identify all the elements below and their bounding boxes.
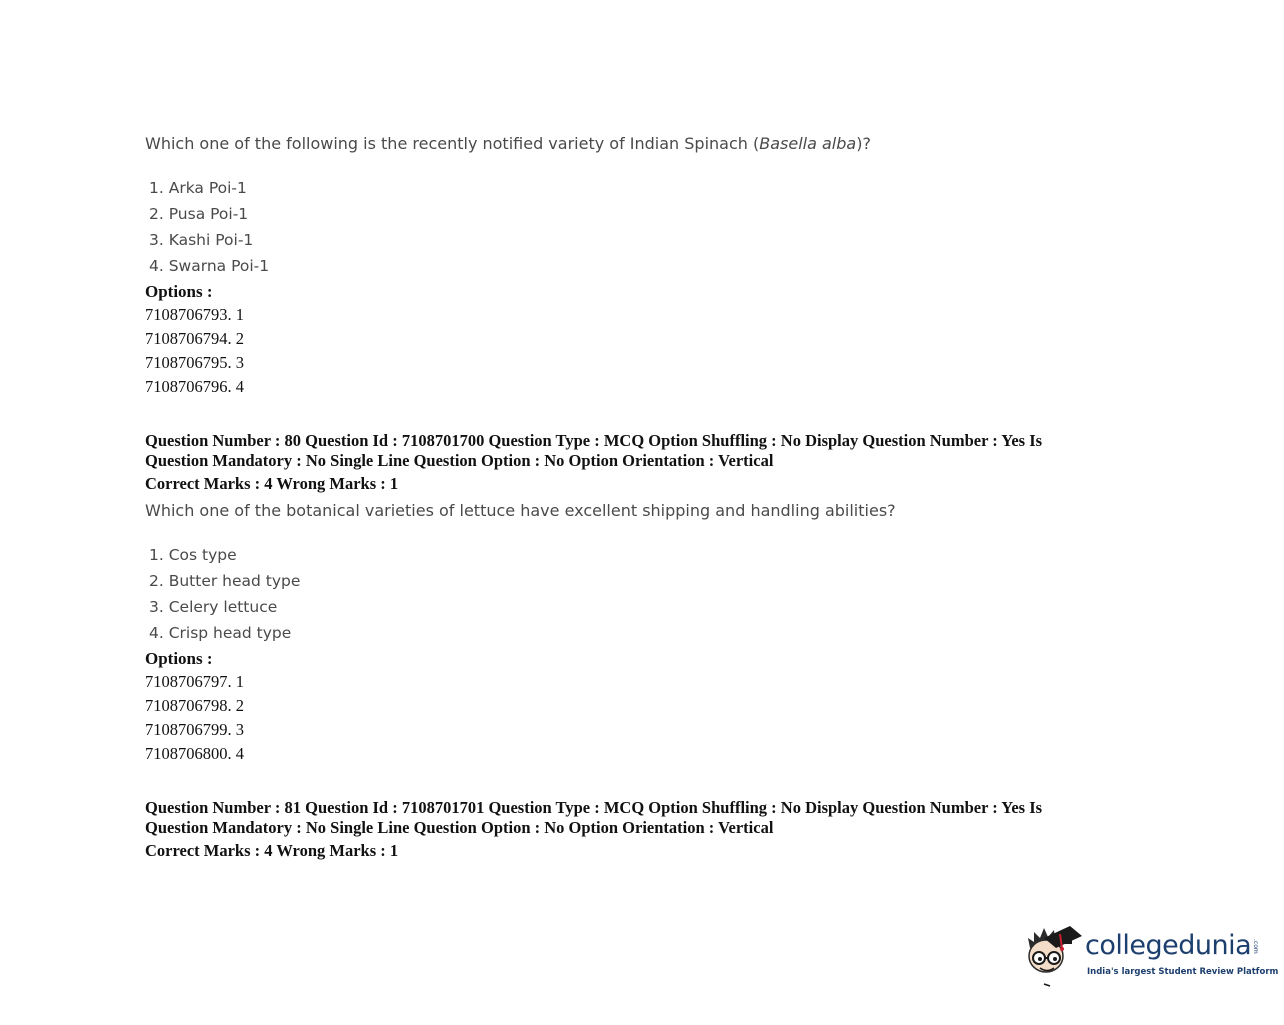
choice-item: 1. Cos type (149, 546, 237, 564)
metadata-line: Question Number : 80 Question Id : 7108701700 Question Type : MCQ Option Shuffling : No Display Question Number : Yes Is (145, 431, 1043, 450)
choice-item: 3. Celery lettuce (149, 598, 278, 616)
question-79-option-ids (145, 303, 244, 399)
option-id: 7108706797. 1 (145, 672, 244, 691)
collegedunia-logo (1022, 918, 1279, 990)
logo-tagline: India's largest Student Review Platform (1087, 967, 1279, 977)
question-79-text-end: )? (856, 134, 871, 153)
metadata-line: Question Mandatory : No Single Line Question Option : No Option Orientation : Vertical (145, 818, 774, 837)
metadata-line: Question Mandatory : No Single Line Question Option : No Option Orientation : Vertical (145, 451, 774, 470)
choice-item: 2. Pusa Poi-1 (149, 205, 249, 223)
logo-domain: .com (1252, 939, 1259, 954)
question-79-species: Basella alba (759, 134, 857, 153)
option-id: 7108706796. 4 (145, 377, 244, 396)
metadata-line: Question Number : 81 Question Id : 7108701701 Question Type : MCQ Option Shuffling : No Display Question Number : Yes Is (145, 798, 1043, 817)
question-80-marks: Correct Marks : 4 Wrong Marks : 1 (145, 474, 399, 493)
question-80-option-ids (145, 670, 244, 766)
question-79-text-start: Which one of the following is the recently notified variety of Indian Spinach ( (145, 134, 760, 153)
question-80-metadata (145, 431, 1105, 471)
option-id: 7108706800. 4 (145, 744, 244, 763)
mascot-graduation-cap-icon (1022, 918, 1084, 990)
option-id: 7108706795. 3 (145, 353, 244, 372)
option-id: 7108706793. 1 (145, 305, 244, 324)
question-81-marks: Correct Marks : 4 Wrong Marks : 1 (145, 841, 399, 860)
logo-wordmark: collegedunia (1085, 930, 1252, 961)
question-81-metadata (145, 798, 1105, 838)
option-id: 7108706798. 2 (145, 696, 244, 715)
question-79-text (145, 134, 871, 153)
choice-item: 4. Crisp head type (149, 624, 292, 642)
question-80-text: Which one of the botanical varieties of lettuce have excellent shipping and handling abilities? (145, 501, 896, 520)
question-80-choices (149, 542, 300, 646)
choice-item: 3. Kashi Poi-1 (149, 231, 254, 249)
options-heading: Options : (145, 282, 213, 301)
question-79-choices (149, 175, 269, 279)
choice-item: 4. Swarna Poi-1 (149, 257, 270, 275)
option-id: 7108706799. 3 (145, 720, 244, 739)
choice-item: 2. Butter head type (149, 572, 301, 590)
options-heading: Options : (145, 649, 213, 668)
choice-item: 1. Arka Poi-1 (149, 179, 247, 197)
option-id: 7108706794. 2 (145, 329, 244, 348)
